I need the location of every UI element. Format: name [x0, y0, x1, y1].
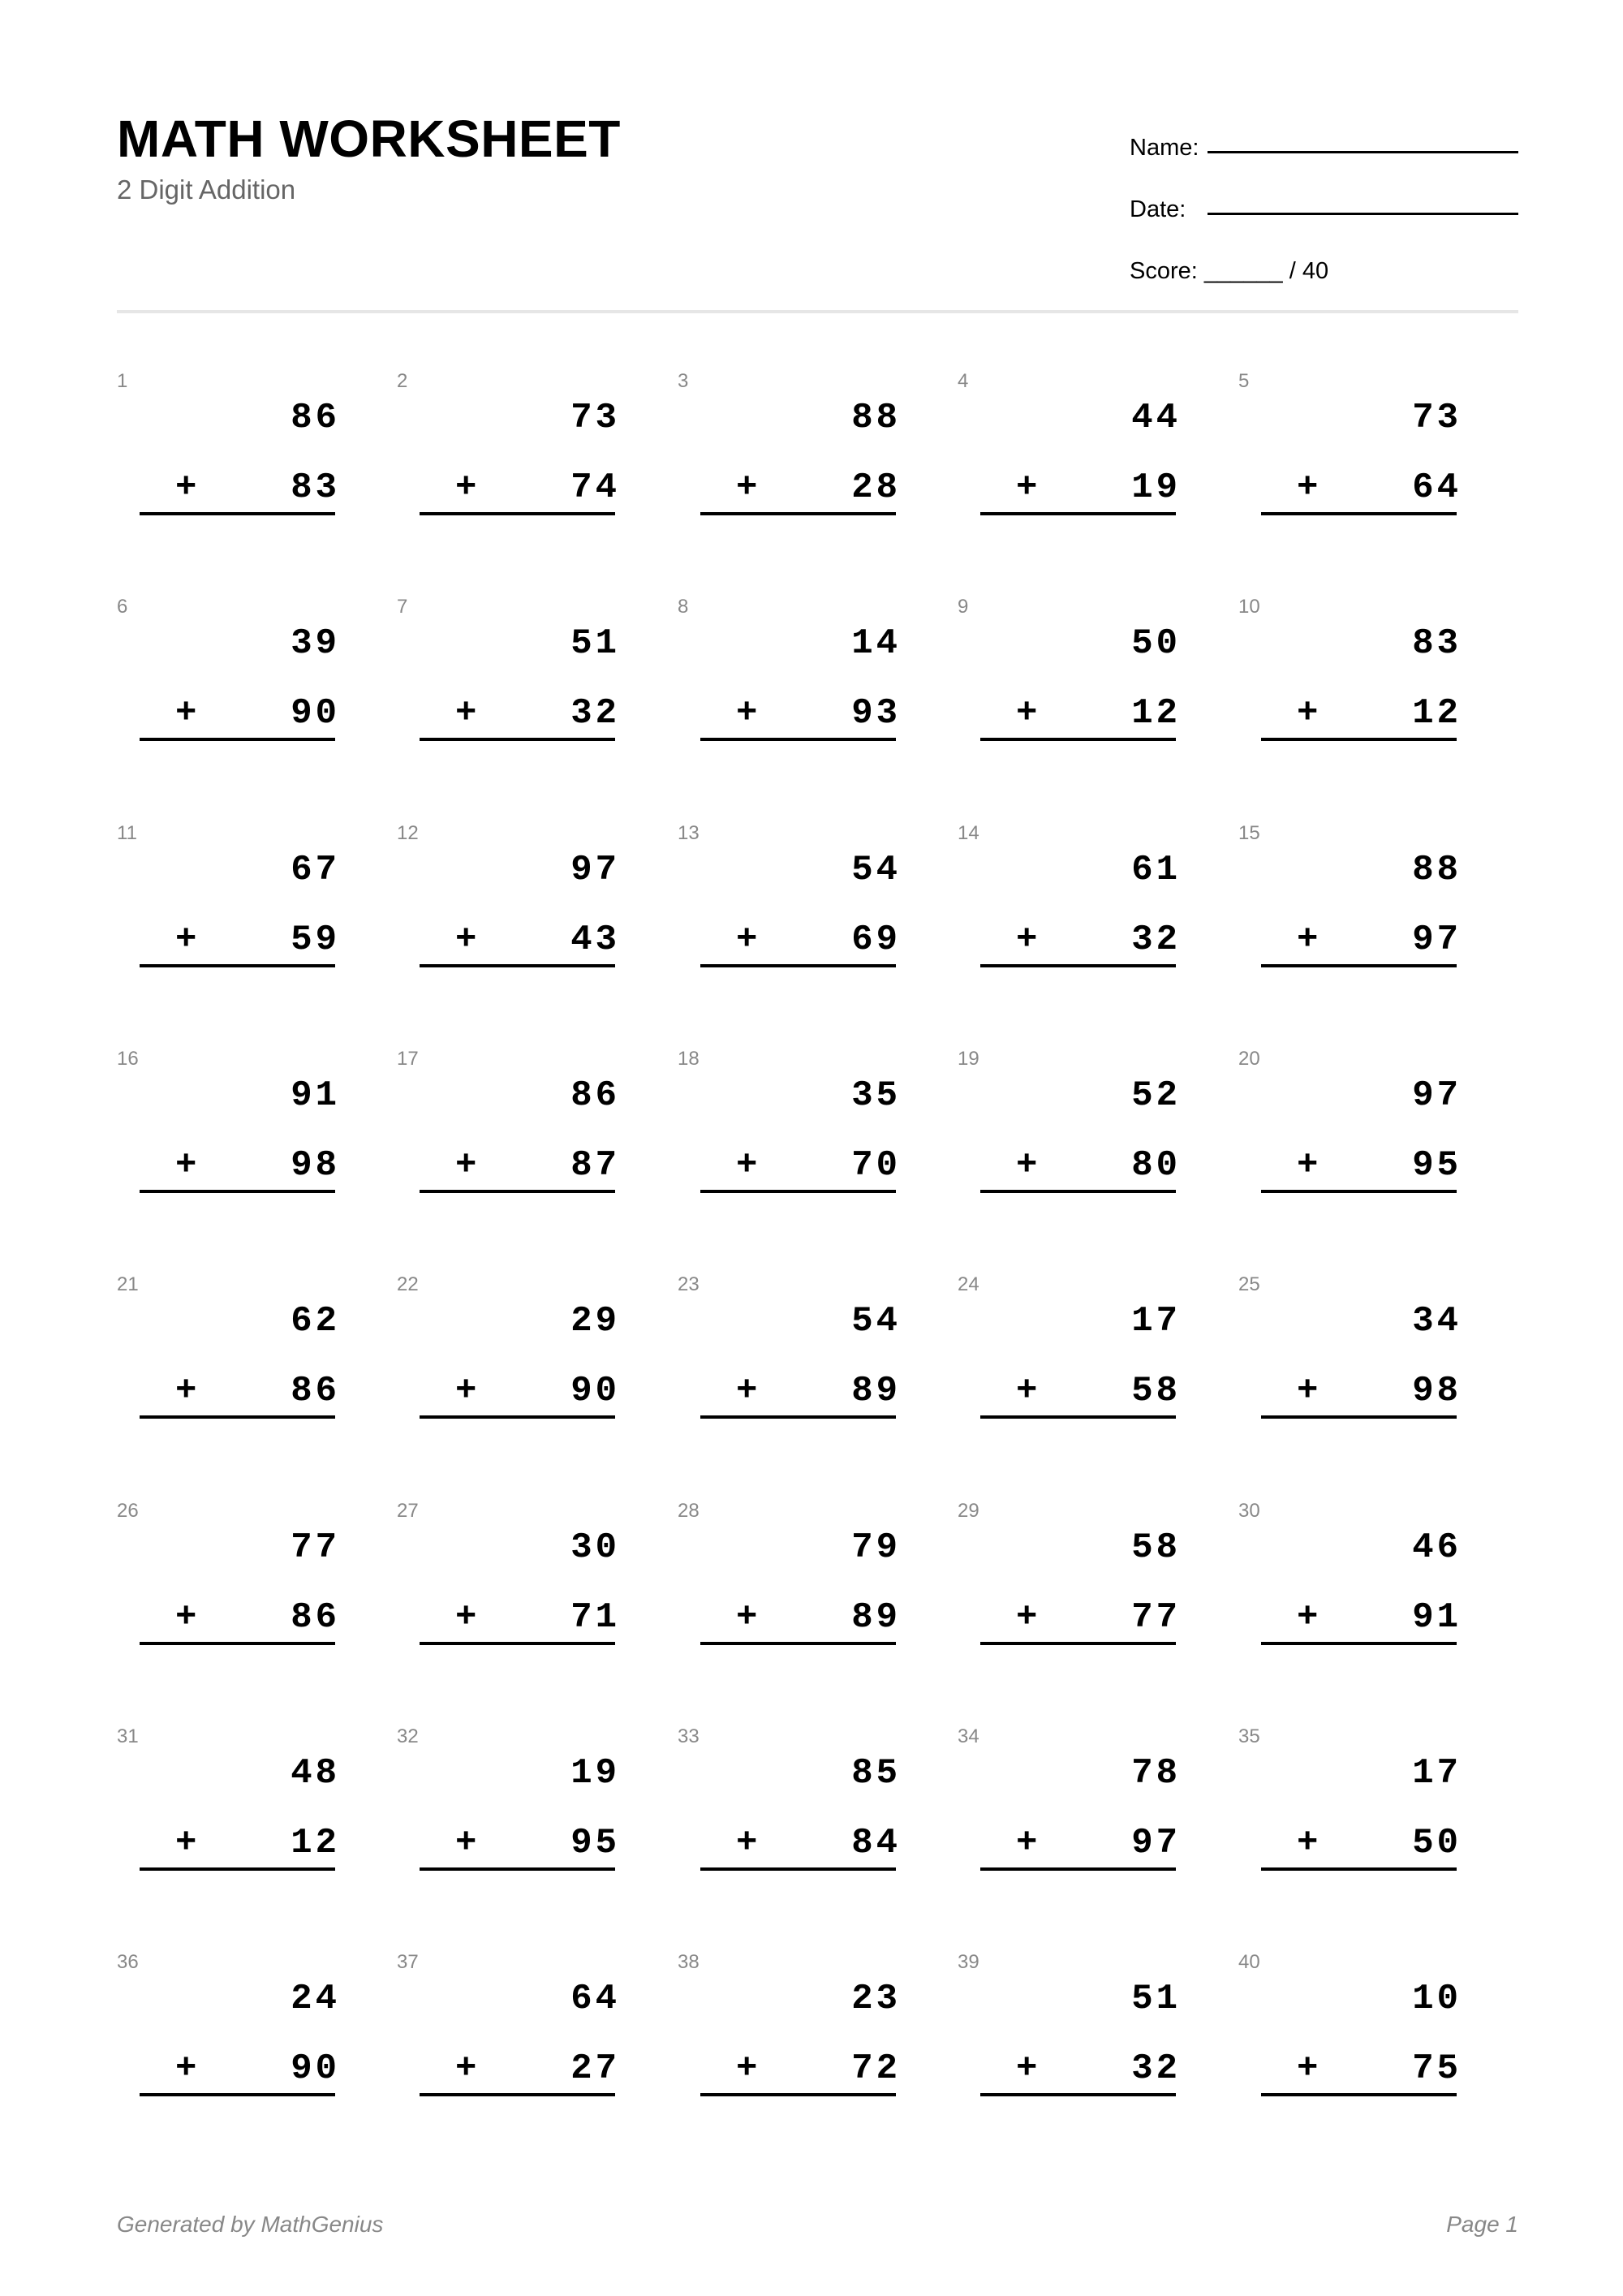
problem-first-addend: 50 — [1131, 623, 1181, 664]
answer-line[interactable] — [140, 964, 335, 967]
problem-item — [1238, 595, 1518, 821]
plus-sign: + — [1016, 1145, 1038, 1186]
answer-line[interactable] — [420, 1190, 615, 1193]
problem-number: 10 — [1238, 596, 1260, 618]
score-total: / 40 — [1289, 258, 1329, 284]
problem-first-addend: 86 — [291, 398, 340, 438]
answer-line[interactable] — [700, 512, 896, 515]
problem-item — [678, 595, 958, 821]
plus-sign: + — [736, 1823, 758, 1863]
problem-second-addend: 87 — [570, 1145, 620, 1186]
problem-number: 28 — [678, 1500, 700, 1522]
plus-sign: + — [736, 1145, 758, 1186]
answer-line[interactable] — [1261, 738, 1457, 741]
plus-sign: + — [175, 1823, 197, 1863]
problem-second-addend: 32 — [1131, 2048, 1181, 2089]
problem-second-addend: 28 — [851, 467, 901, 508]
problem-item — [397, 369, 677, 595]
problem-number: 25 — [1238, 1273, 1260, 1295]
footer-page-number: Page 1 — [1446, 2212, 1518, 2237]
problem-second-addend: 12 — [291, 1823, 340, 1863]
problem-first-addend: 88 — [1412, 850, 1462, 890]
plus-sign: + — [1297, 2048, 1319, 2089]
problem-number: 35 — [1238, 1725, 1260, 1747]
worksheet-subtitle: 2 Digit Addition — [117, 174, 296, 205]
problem-first-addend: 97 — [570, 850, 620, 890]
problem-second-addend: 90 — [570, 1371, 620, 1411]
answer-line[interactable] — [980, 512, 1176, 515]
problem-number: 23 — [678, 1273, 700, 1295]
plus-sign: + — [1297, 1145, 1319, 1186]
answer-line[interactable] — [420, 1642, 615, 1645]
problem-second-addend: 80 — [1131, 1145, 1181, 1186]
problem-second-addend: 59 — [291, 920, 340, 960]
problem-number: 13 — [678, 822, 700, 844]
problem-first-addend: 73 — [570, 398, 620, 438]
plus-sign: + — [455, 1597, 477, 1638]
problem-second-addend: 12 — [1412, 693, 1462, 734]
problem-number: 36 — [117, 1951, 139, 1973]
problem-first-addend: 83 — [1412, 623, 1462, 664]
problem-second-addend: 91 — [1412, 1597, 1462, 1638]
problem-number: 9 — [958, 596, 969, 618]
plus-sign: + — [175, 1597, 197, 1638]
problem-second-addend: 64 — [1412, 467, 1462, 508]
problem-first-addend: 17 — [1412, 1753, 1462, 1794]
problem-second-addend: 75 — [1412, 2048, 1462, 2089]
problem-item — [958, 1499, 1238, 1725]
problem-item — [958, 1047, 1238, 1273]
footer-generator: Generated by MathGenius — [117, 2212, 384, 2237]
problem-first-addend: 17 — [1131, 1301, 1181, 1342]
problem-item — [1238, 1273, 1518, 1498]
answer-line[interactable] — [140, 1190, 335, 1193]
problem-number: 16 — [117, 1048, 139, 1070]
answer-line[interactable] — [980, 1867, 1176, 1871]
answer-line[interactable] — [1261, 1642, 1457, 1645]
problem-second-addend: 43 — [570, 920, 620, 960]
answer-line[interactable] — [420, 512, 615, 515]
problem-first-addend: 29 — [570, 1301, 620, 1342]
problem-number: 21 — [117, 1273, 139, 1295]
problem-item — [117, 369, 397, 595]
problem-item — [117, 1047, 397, 1273]
problem-number: 12 — [397, 822, 419, 844]
problem-item — [958, 821, 1238, 1047]
plus-sign: + — [455, 1371, 477, 1411]
problem-first-addend: 24 — [291, 1979, 340, 2019]
answer-line[interactable] — [1261, 964, 1457, 967]
problem-second-addend: 70 — [851, 1145, 901, 1186]
problem-item — [117, 1950, 397, 2176]
problem-second-addend: 77 — [1131, 1597, 1181, 1638]
problem-first-addend: 48 — [291, 1753, 340, 1794]
problem-item — [397, 595, 677, 821]
problem-second-addend: 95 — [1412, 1145, 1462, 1186]
problem-item — [117, 595, 397, 821]
problem-number: 34 — [958, 1725, 979, 1747]
plus-sign: + — [1016, 1597, 1038, 1638]
problem-number: 38 — [678, 1951, 700, 1973]
problem-second-addend: 97 — [1412, 920, 1462, 960]
plus-sign: + — [736, 467, 758, 508]
answer-line[interactable] — [1261, 1190, 1457, 1193]
problem-item — [1238, 1725, 1518, 1950]
problem-first-addend: 67 — [291, 850, 340, 890]
problem-number: 11 — [117, 822, 137, 844]
plus-sign: + — [1297, 1371, 1319, 1411]
plus-sign: + — [1016, 467, 1038, 508]
problem-number: 20 — [1238, 1048, 1260, 1070]
problem-second-addend: 89 — [851, 1597, 901, 1638]
plus-sign: + — [1297, 467, 1319, 508]
problem-number: 24 — [958, 1273, 979, 1295]
problem-second-addend: 98 — [1412, 1371, 1462, 1411]
answer-line[interactable] — [700, 1867, 896, 1871]
plus-sign: + — [1297, 1597, 1319, 1638]
problem-number: 29 — [958, 1500, 979, 1522]
problem-item — [397, 1499, 677, 1725]
answer-line[interactable] — [420, 964, 615, 967]
problem-item — [117, 1499, 397, 1725]
problem-first-addend: 34 — [1412, 1301, 1462, 1342]
problem-first-addend: 54 — [851, 1301, 901, 1342]
problem-first-addend: 86 — [570, 1075, 620, 1116]
plus-sign: + — [175, 467, 197, 508]
problem-second-addend: 95 — [570, 1823, 620, 1863]
problem-number: 2 — [397, 370, 408, 392]
score-label: Score: — [1130, 258, 1198, 284]
problem-number: 19 — [958, 1048, 979, 1070]
answer-line[interactable] — [700, 1415, 896, 1419]
problem-number: 37 — [397, 1951, 419, 1973]
problem-second-addend: 72 — [851, 2048, 901, 2089]
plus-sign: + — [1016, 2048, 1038, 2089]
problem-item — [1238, 1499, 1518, 1725]
problem-number: 39 — [958, 1951, 979, 1973]
problem-first-addend: 23 — [851, 1979, 901, 2019]
problem-item — [397, 821, 677, 1047]
answer-line[interactable] — [1261, 512, 1457, 515]
plus-sign: + — [455, 1145, 477, 1186]
problem-item — [117, 1273, 397, 1498]
answer-line[interactable] — [700, 2093, 896, 2096]
problem-first-addend: 97 — [1412, 1075, 1462, 1116]
plus-sign: + — [1016, 1823, 1038, 1863]
problem-item — [958, 1950, 1238, 2176]
answer-line[interactable] — [420, 1415, 615, 1419]
problem-number: 27 — [397, 1500, 419, 1522]
plus-sign: + — [455, 693, 477, 734]
plus-sign: + — [455, 2048, 477, 2089]
problem-number: 40 — [1238, 1951, 1260, 1973]
problem-number: 15 — [1238, 822, 1260, 844]
problem-item — [1238, 1950, 1518, 2176]
problem-number: 30 — [1238, 1500, 1260, 1522]
plus-sign: + — [175, 693, 197, 734]
plus-sign: + — [1016, 1371, 1038, 1411]
problem-second-addend: 84 — [851, 1823, 901, 1863]
plus-sign: + — [455, 467, 477, 508]
plus-sign: + — [175, 1371, 197, 1411]
problem-item — [397, 1047, 677, 1273]
problem-item — [397, 1950, 677, 2176]
problem-number: 22 — [397, 1273, 419, 1295]
answer-line[interactable] — [980, 738, 1176, 741]
problem-item — [678, 369, 958, 595]
plus-sign: + — [1297, 920, 1319, 960]
problem-first-addend: 14 — [851, 623, 901, 664]
problem-first-addend: 35 — [851, 1075, 901, 1116]
answer-line[interactable] — [1261, 2093, 1457, 2096]
problem-number: 7 — [397, 596, 408, 618]
plus-sign: + — [175, 920, 197, 960]
problem-first-addend: 19 — [570, 1753, 620, 1794]
problem-number: 5 — [1238, 370, 1250, 392]
problem-first-addend: 30 — [570, 1527, 620, 1568]
date-label: Date: — [1130, 196, 1186, 222]
problem-number: 3 — [678, 370, 689, 392]
problem-first-addend: 88 — [851, 398, 901, 438]
problem-second-addend: 58 — [1131, 1371, 1181, 1411]
problem-second-addend: 83 — [291, 467, 340, 508]
plus-sign: + — [736, 1597, 758, 1638]
problem-item — [117, 1725, 397, 1950]
answer-line[interactable] — [140, 738, 335, 741]
answer-line[interactable] — [700, 738, 896, 741]
problem-first-addend: 54 — [851, 850, 901, 890]
answer-line[interactable] — [140, 1415, 335, 1419]
problem-item — [958, 1725, 1238, 1950]
problem-item — [1238, 369, 1518, 595]
problem-item — [958, 595, 1238, 821]
problem-item — [1238, 821, 1518, 1047]
problem-second-addend: 93 — [851, 693, 901, 734]
plus-sign: + — [736, 920, 758, 960]
problem-second-addend: 71 — [570, 1597, 620, 1638]
problem-second-addend: 32 — [1131, 920, 1181, 960]
problem-first-addend: 10 — [1412, 1979, 1462, 2019]
problem-first-addend: 91 — [291, 1075, 340, 1116]
name-label: Name: — [1130, 135, 1199, 161]
problem-second-addend: 90 — [291, 693, 340, 734]
answer-line[interactable] — [980, 1190, 1176, 1193]
problem-second-addend: 74 — [570, 467, 620, 508]
problem-second-addend: 69 — [851, 920, 901, 960]
plus-sign: + — [1016, 693, 1038, 734]
plus-sign: + — [1297, 1823, 1319, 1863]
problem-item — [958, 1273, 1238, 1498]
answer-line[interactable] — [1261, 1867, 1457, 1871]
problem-number: 8 — [678, 596, 689, 618]
answer-line[interactable] — [980, 964, 1176, 967]
problem-item — [397, 1725, 677, 1950]
plus-sign: + — [736, 1371, 758, 1411]
answer-line[interactable] — [420, 738, 615, 741]
problem-second-addend: 32 — [570, 693, 620, 734]
problem-number: 32 — [397, 1725, 419, 1747]
problem-first-addend: 51 — [570, 623, 620, 664]
plus-sign: + — [736, 693, 758, 734]
answer-line[interactable] — [980, 1415, 1176, 1419]
problem-number: 17 — [397, 1048, 419, 1070]
problem-second-addend: 12 — [1131, 693, 1181, 734]
problem-second-addend: 86 — [291, 1371, 340, 1411]
plus-sign: + — [175, 2048, 197, 2089]
answer-line[interactable] — [700, 1642, 896, 1645]
problem-second-addend: 89 — [851, 1371, 901, 1411]
plus-sign: + — [1297, 693, 1319, 734]
problem-first-addend: 46 — [1412, 1527, 1462, 1568]
plus-sign: + — [455, 920, 477, 960]
problem-second-addend: 97 — [1131, 1823, 1181, 1863]
problem-second-addend: 90 — [291, 2048, 340, 2089]
answer-line[interactable] — [1261, 1415, 1457, 1419]
problem-first-addend: 51 — [1131, 1979, 1181, 2019]
problem-first-addend: 64 — [570, 1979, 620, 2019]
problem-number: 26 — [117, 1500, 139, 1522]
problem-item — [678, 821, 958, 1047]
problem-second-addend: 86 — [291, 1597, 340, 1638]
answer-line[interactable] — [700, 1190, 896, 1193]
problem-item — [117, 821, 397, 1047]
answer-line[interactable] — [140, 1642, 335, 1645]
problem-first-addend: 62 — [291, 1301, 340, 1342]
problem-second-addend: 27 — [570, 2048, 620, 2089]
problem-number: 6 — [117, 596, 128, 618]
problem-number: 31 — [117, 1725, 139, 1747]
problem-first-addend: 52 — [1131, 1075, 1181, 1116]
answer-line[interactable] — [140, 2093, 335, 2096]
answer-line[interactable] — [700, 964, 896, 967]
answer-line[interactable] — [420, 2093, 615, 2096]
problem-second-addend: 19 — [1131, 467, 1181, 508]
problem-item — [958, 369, 1238, 595]
plus-sign: + — [175, 1145, 197, 1186]
problem-first-addend: 44 — [1131, 398, 1181, 438]
plus-sign: + — [455, 1823, 477, 1863]
problem-item — [678, 1047, 958, 1273]
problem-second-addend: 50 — [1412, 1823, 1462, 1863]
problem-first-addend: 58 — [1131, 1527, 1181, 1568]
problem-first-addend: 85 — [851, 1753, 901, 1794]
plus-sign: + — [736, 2048, 758, 2089]
problem-number: 33 — [678, 1725, 700, 1747]
answer-line[interactable] — [140, 512, 335, 515]
problem-item — [678, 1273, 958, 1498]
problem-first-addend: 77 — [291, 1527, 340, 1568]
problem-number: 18 — [678, 1048, 700, 1070]
problem-first-addend: 73 — [1412, 398, 1462, 438]
answer-line[interactable] — [420, 1867, 615, 1871]
problem-first-addend: 61 — [1131, 850, 1181, 890]
problem-item — [1238, 1047, 1518, 1273]
problem-item — [678, 1950, 958, 2176]
problem-second-addend: 98 — [291, 1145, 340, 1186]
problem-first-addend: 79 — [851, 1527, 901, 1568]
problem-item — [397, 1273, 677, 1498]
answer-line[interactable] — [980, 1642, 1176, 1645]
plus-sign: + — [1016, 920, 1038, 960]
problem-number: 4 — [958, 370, 969, 392]
score-blank[interactable]: ______ — [1203, 258, 1283, 284]
answer-line[interactable] — [980, 2093, 1176, 2096]
problem-item — [678, 1499, 958, 1725]
problem-first-addend: 39 — [291, 623, 340, 664]
problem-item — [678, 1725, 958, 1950]
worksheet-title: MATH WORKSHEET — [117, 110, 621, 168]
problem-number: 14 — [958, 822, 979, 844]
answer-line[interactable] — [140, 1867, 335, 1871]
problem-first-addend: 78 — [1131, 1753, 1181, 1794]
problem-number: 1 — [117, 370, 128, 392]
